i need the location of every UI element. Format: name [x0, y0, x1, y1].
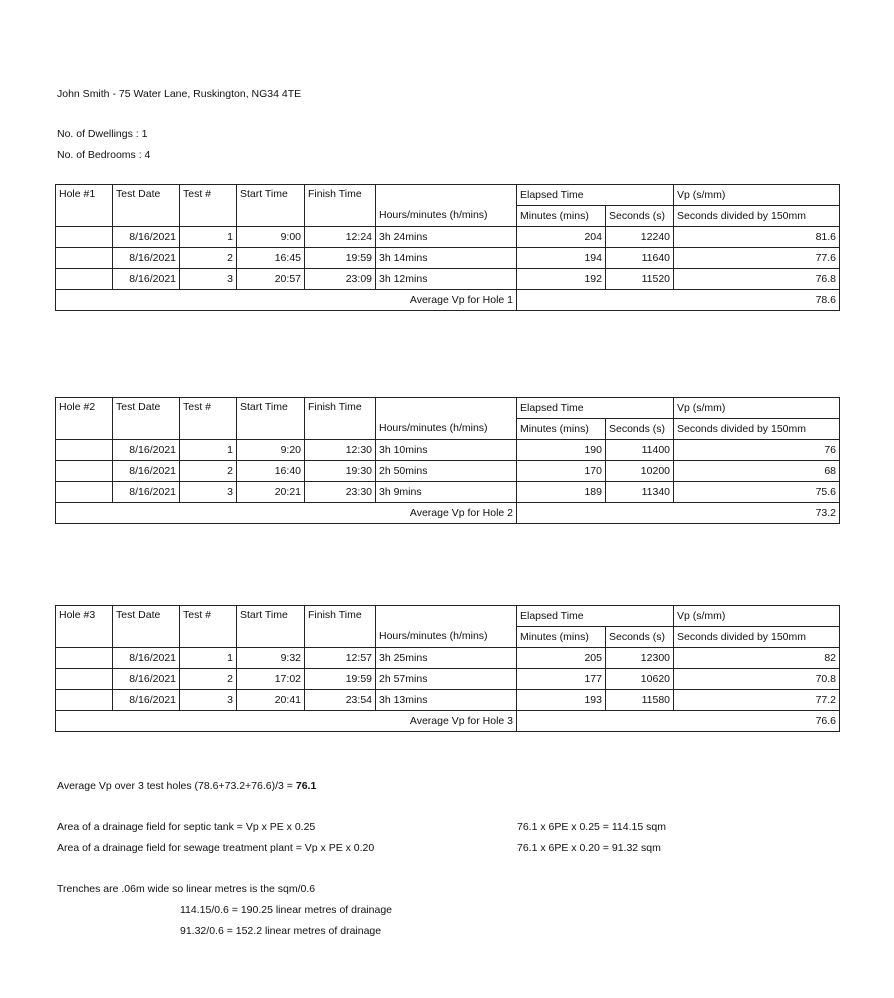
cell-vp-value: 70.8: [674, 669, 840, 690]
header-start-time: Start Time: [237, 185, 305, 227]
header-vp-subtitle: Seconds divided by 150mm: [674, 627, 840, 648]
cell-test-date: 8/16/2021: [113, 461, 180, 482]
header-start-time: Start Time: [237, 606, 305, 648]
header-hours-minutes: Hours/minutes (h/mins): [376, 419, 517, 440]
cell-start-time: 16:40: [237, 461, 305, 482]
cell-vp-value: 75.6: [674, 482, 840, 503]
hole-average-label: Average Vp for Hole 1: [56, 290, 517, 311]
cell-hours-minutes: 3h 12mins: [376, 269, 517, 290]
header-finish-time: Finish Time: [305, 185, 376, 227]
cell-test-date: 8/16/2021: [113, 482, 180, 503]
cell-start-time: 20:57: [237, 269, 305, 290]
cell-seconds: 11640: [606, 248, 674, 269]
cell-seconds: 11520: [606, 269, 674, 290]
hole-average-value: 76.6: [517, 711, 840, 732]
cell-finish-time: 12:30: [305, 440, 376, 461]
table-row: [56, 461, 840, 482]
table-row: [56, 648, 840, 669]
hole-table-1: [55, 184, 840, 311]
header-vp: Vp (s/mm): [674, 606, 840, 627]
header-elapsed-time: Elapsed Time: [517, 398, 674, 419]
cell-hours-minutes: 3h 13mins: [376, 690, 517, 711]
sewage-formula: Area of a drainage field for sewage treatment plant = Vp x PE x 0.20: [57, 842, 375, 854]
cell-seconds: 11400: [606, 440, 674, 461]
cell-minutes: 194: [517, 248, 606, 269]
header-vp: Vp (s/mm): [674, 185, 840, 206]
dwellings-count: No. of Dwellings : 1: [57, 128, 148, 140]
header-vp: Vp (s/mm): [674, 398, 840, 419]
cell-seconds: 10200: [606, 461, 674, 482]
overall-average: Average Vp over 3 test holes (78.6+73.2+76.6)/3 = 76.1: [57, 780, 317, 792]
header-start-time: Start Time: [237, 398, 305, 440]
cell-seconds: 10620: [606, 669, 674, 690]
table-row: [56, 440, 840, 461]
cell-start-time: 9:00: [237, 227, 305, 248]
cell-start-time: 16:45: [237, 248, 305, 269]
hole-label: Hole #3: [56, 606, 113, 648]
table-row: [56, 690, 840, 711]
header-elapsed-time: Elapsed Time: [517, 185, 674, 206]
cell-vp-value: 82: [674, 648, 840, 669]
cell-finish-time: 23:54: [305, 690, 376, 711]
cell-start-time: 20:21: [237, 482, 305, 503]
cell-test-number: 2: [180, 461, 237, 482]
header-test-number: Test #: [180, 606, 237, 648]
septic-calculation: 76.1 x 6PE x 0.25 = 114.15 sqm: [517, 821, 666, 833]
cell-seconds: 11340: [606, 482, 674, 503]
cell-seconds: 11580: [606, 690, 674, 711]
overall-average-value: 76.1: [295, 780, 317, 792]
bedrooms-count: No. of Bedrooms : 4: [57, 149, 151, 161]
table-row: [56, 669, 840, 690]
trench-note: Trenches are .06m wide so linear metres is the sqm/0.6: [57, 883, 316, 895]
sewage-calculation: 76.1 x 6PE x 0.20 = 91.32 sqm: [517, 842, 661, 854]
table-row: [56, 227, 840, 248]
hole-label: Hole #2: [56, 398, 113, 440]
document-title: John Smith - 75 Water Lane, Ruskington, NG34 4TE: [57, 88, 302, 100]
cell-seconds: 12240: [606, 227, 674, 248]
cell-test-number: 3: [180, 269, 237, 290]
header-seconds: Seconds (s): [606, 419, 674, 440]
header-finish-time: Finish Time: [305, 398, 376, 440]
septic-formula: Area of a drainage field for septic tank = Vp x PE x 0.25: [57, 821, 316, 833]
cell-start-time: 9:32: [237, 648, 305, 669]
cell-test-number: 2: [180, 248, 237, 269]
header-seconds: Seconds (s): [606, 627, 674, 648]
cell-minutes: 205: [517, 648, 606, 669]
cell-start-time: 20:41: [237, 690, 305, 711]
cell-hours-minutes: 3h 10mins: [376, 440, 517, 461]
hole-label: Hole #1: [56, 185, 113, 227]
cell-hours-minutes: 3h 9mins: [376, 482, 517, 503]
cell-test-date: 8/16/2021: [113, 440, 180, 461]
hole-table-2: [55, 397, 840, 524]
cell-finish-time: 12:24: [305, 227, 376, 248]
table-row: [56, 269, 840, 290]
cell-minutes: 189: [517, 482, 606, 503]
header-minutes: Minutes (mins): [517, 206, 606, 227]
cell-seconds: 12300: [606, 648, 674, 669]
sewage-linear-metres: 91.32/0.6 = 152.2 linear metres of drainage: [180, 925, 382, 937]
septic-linear-metres: 114.15/0.6 = 190.25 linear metres of drainage: [180, 904, 392, 916]
cell-hours-minutes: 2h 57mins: [376, 669, 517, 690]
hole-average-label: Average Vp for Hole 2: [56, 503, 517, 524]
cell-hours-minutes: 3h 14mins: [376, 248, 517, 269]
cell-finish-time: 19:59: [305, 669, 376, 690]
cell-vp-value: 76.8: [674, 269, 840, 290]
cell-minutes: 177: [517, 669, 606, 690]
cell-vp-value: 81.6: [674, 227, 840, 248]
cell-minutes: 170: [517, 461, 606, 482]
header-test-date: Test Date: [113, 185, 180, 227]
cell-finish-time: 23:30: [305, 482, 376, 503]
header-hours-minutes: Hours/minutes (h/mins): [376, 206, 517, 227]
cell-minutes: 192: [517, 269, 606, 290]
cell-test-number: 3: [180, 690, 237, 711]
cell-test-date: 8/16/2021: [113, 690, 180, 711]
table-row: [56, 482, 840, 503]
header-seconds: Seconds (s): [606, 206, 674, 227]
cell-test-date: 8/16/2021: [113, 648, 180, 669]
cell-vp-value: 77.6: [674, 248, 840, 269]
cell-start-time: 17:02: [237, 669, 305, 690]
cell-minutes: 193: [517, 690, 606, 711]
cell-test-number: 2: [180, 669, 237, 690]
header-minutes: Minutes (mins): [517, 419, 606, 440]
cell-vp-value: 77.2: [674, 690, 840, 711]
cell-hours-minutes: 3h 24mins: [376, 227, 517, 248]
cell-test-number: 1: [180, 227, 237, 248]
header-vp-subtitle: Seconds divided by 150mm: [674, 419, 840, 440]
cell-test-number: 1: [180, 648, 237, 669]
cell-minutes: 204: [517, 227, 606, 248]
header-test-date: Test Date: [113, 398, 180, 440]
header-vp-subtitle: Seconds divided by 150mm: [674, 206, 840, 227]
header-finish-time: Finish Time: [305, 606, 376, 648]
cell-finish-time: 19:59: [305, 248, 376, 269]
cell-test-number: 1: [180, 440, 237, 461]
cell-finish-time: 19:30: [305, 461, 376, 482]
cell-finish-time: 12:57: [305, 648, 376, 669]
header-test-number: Test #: [180, 185, 237, 227]
cell-test-number: 3: [180, 482, 237, 503]
cell-finish-time: 23:09: [305, 269, 376, 290]
hole-average-value: 73.2: [517, 503, 840, 524]
cell-minutes: 190: [517, 440, 606, 461]
cell-hours-minutes: 2h 50mins: [376, 461, 517, 482]
cell-test-date: 8/16/2021: [113, 269, 180, 290]
table-row: [56, 248, 840, 269]
cell-vp-value: 68: [674, 461, 840, 482]
cell-test-date: 8/16/2021: [113, 248, 180, 269]
hole-average-label: Average Vp for Hole 3: [56, 711, 517, 732]
cell-hours-minutes: 3h 25mins: [376, 648, 517, 669]
header-test-date: Test Date: [113, 606, 180, 648]
header-test-number: Test #: [180, 398, 237, 440]
hole-average-value: 78.6: [517, 290, 840, 311]
header-elapsed-time: Elapsed Time: [517, 606, 674, 627]
cell-vp-value: 76: [674, 440, 840, 461]
header-hours-minutes: Hours/minutes (h/mins): [376, 627, 517, 648]
cell-test-date: 8/16/2021: [113, 227, 180, 248]
hole-table-3: [55, 605, 840, 732]
cell-test-date: 8/16/2021: [113, 669, 180, 690]
cell-start-time: 9:20: [237, 440, 305, 461]
header-minutes: Minutes (mins): [517, 627, 606, 648]
